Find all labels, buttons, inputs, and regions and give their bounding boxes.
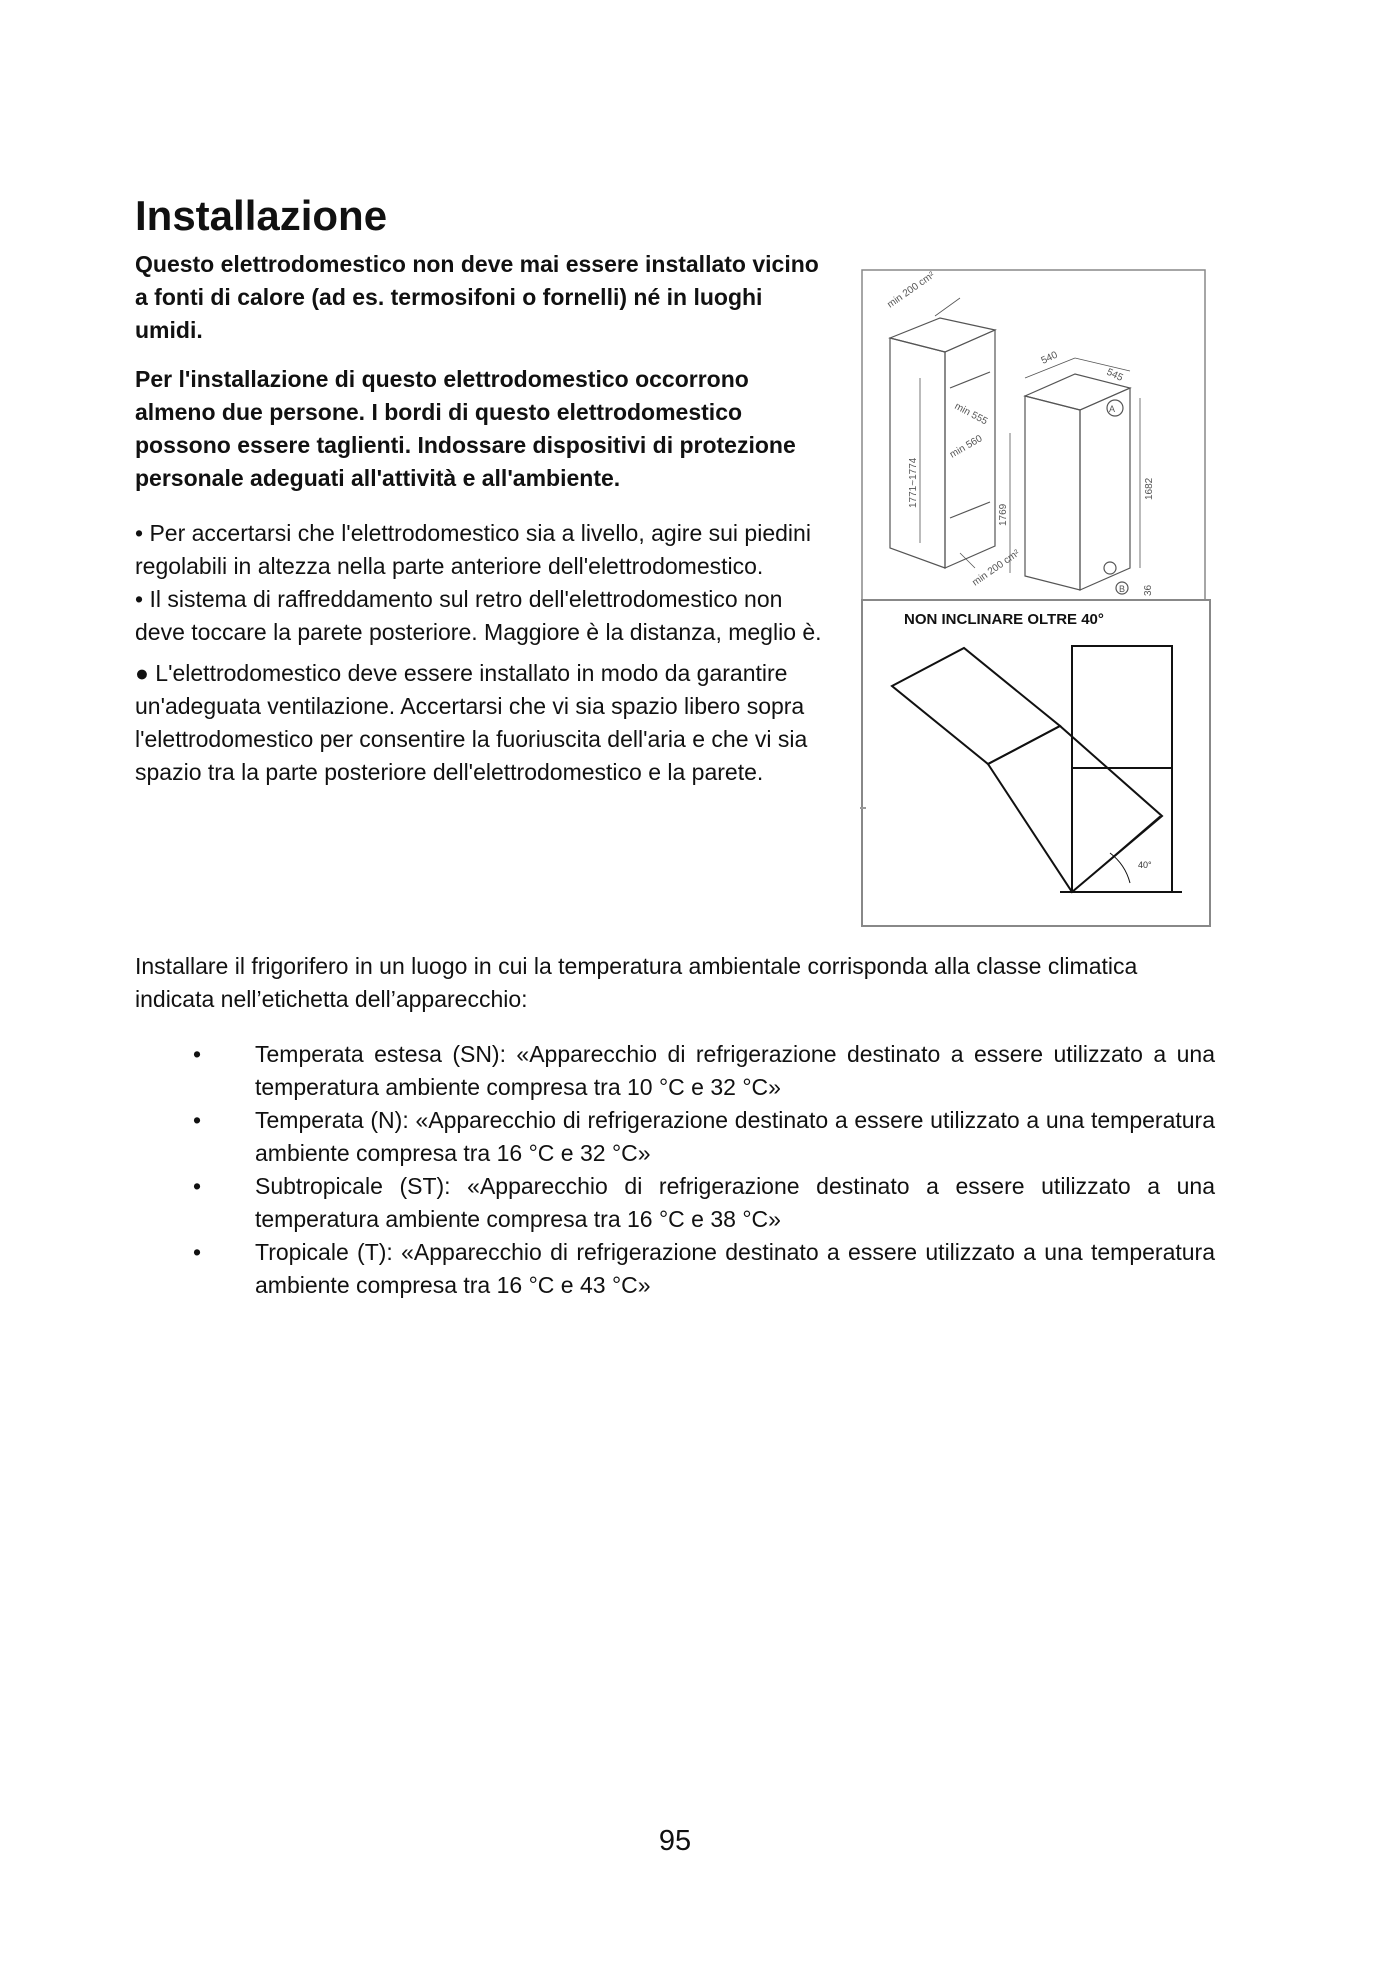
climate-class-text: Temperata (N): «Apparecchio di refrigerazione destinato a essere utilizzato a una temperatura ambiente compresa tra 16 °C e 32 °C»: [255, 1107, 1215, 1166]
height-label: 1769: [998, 503, 1009, 526]
list-bullet: •: [193, 1041, 202, 1067]
tilt-diagram-frame: [862, 600, 1210, 926]
bullet-symbol: •: [135, 520, 144, 546]
page-title: Installazione: [135, 192, 388, 239]
climate-class-list: [135, 1038, 1215, 1302]
climate-class-text: Temperata estesa (SN): «Apparecchio di refrigerazione destinato a essere utilizzato a una temperatura ambiente compresa tra 10 °C e 32 °C»: [255, 1041, 1215, 1100]
vent-top-label: min 200 cm²: [885, 269, 937, 311]
climate-class-item: [135, 1170, 1215, 1236]
climate-section: [135, 950, 1215, 1302]
climate-intro: Installare il frigorifero in un luogo in cui la temperatura ambientale corrisponda alla classe climatica indicata nell’etichetta dell’apparecchio:: [135, 953, 1138, 1012]
bullet-ventilation: [135, 657, 835, 789]
bullet-text: Il sistema di raffreddamento sul retro dell'elettrodomestico non deve toccare la parete posteriore. Maggiore è la distanza, meglio è.: [135, 586, 822, 645]
installation-figure: [860, 268, 1212, 928]
bullet-text: L'elettrodomestico deve essere installato in modo da garantire un'adeguata ventilazione. Accertarsi che vi sia spazio libero sopra l'elettrodomestico per consentire la fuoriuscita dell'aria e che vi sia spazio tra la parte posteriore dell'elettrodomestico e la parete.: [135, 660, 808, 785]
list-bullet: •: [193, 1239, 202, 1265]
niche-height-label: 1771~1774: [908, 457, 919, 508]
depth-label: 545: [1104, 366, 1125, 384]
door-height-label: 1682: [1144, 477, 1155, 500]
bullet-level: [135, 517, 835, 583]
vent-bottom-label: min 200 cm²: [970, 547, 1022, 589]
page-number: 95: [658, 1825, 692, 1857]
bottom-dim-label: 36: [1143, 584, 1154, 596]
bullet-text: Per accertarsi che l'elettrodomestico sia a livello, agire sui piedini regolabili in altezza nella parte anteriore dell'elettrodomestico.: [135, 520, 811, 579]
min-depth-label: min 555: [952, 400, 990, 428]
width-label: 540: [1039, 349, 1060, 367]
climate-class-item: [135, 1038, 1215, 1104]
list-bullet: •: [193, 1173, 202, 1199]
list-bullet: •: [193, 1107, 202, 1133]
tilt-caption: NON INCLINARE OLTRE 40°: [904, 611, 1104, 628]
warning-heat-text: Questo elettrodomestico non deve mai essere installato vicino a fonti di calore (ad es. termosifoni o fornelli) né in luoghi umidi.: [135, 251, 819, 343]
climate-class-item: [135, 1236, 1215, 1302]
warning-persons-text: Per l'installazione di questo elettrodomestico occorrono almeno due persone. I bordi di questo elettrodomestico possono essere taglienti. Indossare dispositivi di protezione personale adeguati all'attività e all'ambiente.: [135, 366, 796, 491]
climate-class-item: [135, 1104, 1215, 1170]
marker-a-label: A: [1108, 404, 1116, 414]
bullet-symbol: ●: [135, 660, 149, 686]
min-width-label: min 560: [948, 433, 985, 461]
climate-class-text: Subtropicale (ST): «Apparecchio di refrigerazione destinato a essere utilizzato a una temperatura ambiente compresa tra 16 °C e 38 °C»: [255, 1173, 1215, 1232]
installation-bullets: [135, 517, 835, 789]
marker-b-label: B: [1118, 584, 1126, 594]
bullet-cooling: [135, 583, 835, 649]
angle-label: 40°: [1138, 860, 1152, 870]
bullet-symbol: •: [135, 586, 144, 612]
warning-heat-sources: [135, 248, 835, 347]
warning-two-persons: [135, 363, 835, 495]
climate-class-text: Tropicale (T): «Apparecchio di refrigerazione destinato a essere utilizzato a una temperatura ambiente compresa tra 16 °C e 43 °C»: [255, 1239, 1215, 1298]
dimensions-diagram-frame: [862, 270, 1205, 600]
